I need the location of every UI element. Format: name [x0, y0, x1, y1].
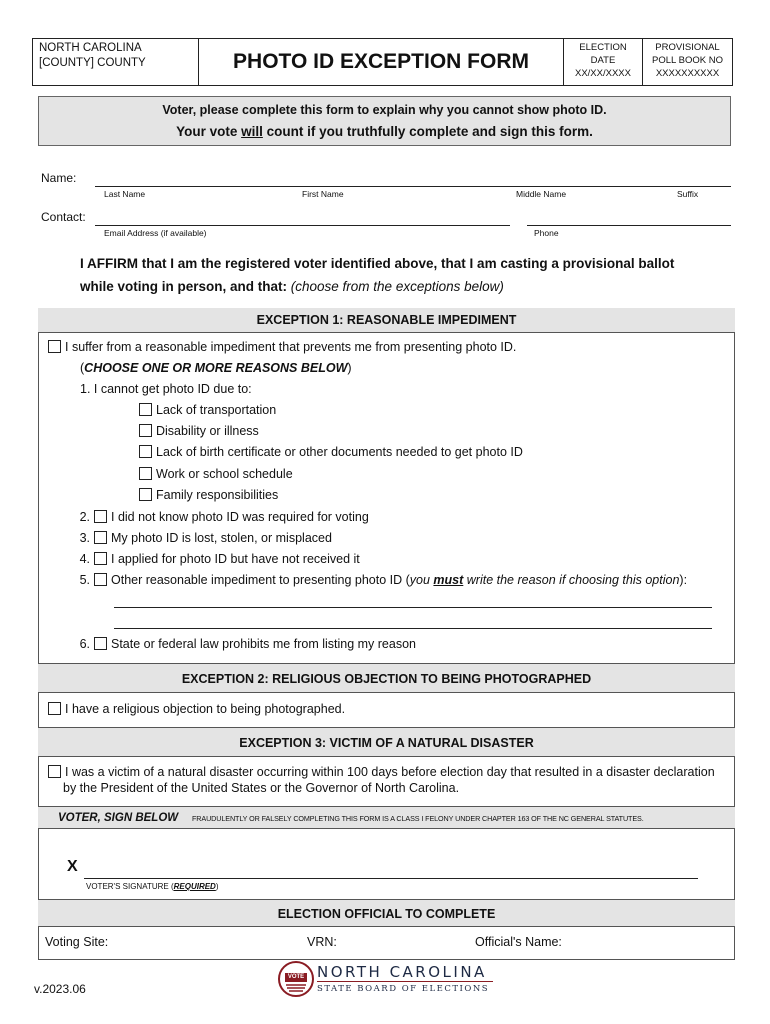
- affirm-line1: I AFFIRM that I am the registered voter identified above, that I am casting a provisional ballot: [80, 256, 675, 271]
- disability-checkbox[interactable]: [139, 424, 152, 437]
- form-version: v.2023.06: [34, 982, 86, 996]
- family-checkbox[interactable]: [139, 488, 152, 501]
- reason5-write-line-2[interactable]: [114, 628, 712, 629]
- form-title: PHOTO ID EXCEPTION FORM: [198, 38, 564, 86]
- reason5-checkbox[interactable]: [94, 573, 107, 586]
- birth-cert-text: Lack of birth certificate or other documents needed to get photo ID: [156, 445, 523, 459]
- reason5-write-line-1[interactable]: [114, 607, 712, 608]
- sub-reason-transport: [139, 403, 276, 417]
- reason3-number: 3.: [79, 531, 90, 545]
- transport-text: Lack of transportation: [156, 403, 277, 417]
- reason3-text: My photo ID is lost, stolen, or misplaced: [111, 531, 332, 545]
- phone-caption: Phone: [534, 228, 559, 238]
- reason6: [72, 637, 416, 651]
- reason2: [72, 510, 369, 524]
- reason6-checkbox[interactable]: [94, 637, 107, 650]
- first-name-caption: First Name: [302, 189, 344, 199]
- sig-caption-required: REQUIRED: [173, 882, 216, 891]
- official-name-label: Official's Name:: [475, 935, 562, 949]
- reason5-italic-post: write the reason if choosing this option: [463, 573, 680, 587]
- affirm-line2-text: while voting in person, and that:: [80, 279, 291, 294]
- sig-caption-post: ): [215, 882, 219, 891]
- poll-book-value: XXXXXXXXXX: [655, 68, 720, 79]
- exception3-checkbox[interactable]: [48, 765, 61, 778]
- contact-label: Contact:: [41, 210, 86, 224]
- notice-line1: Voter, please complete this form to explain why you cannot show photo ID.: [162, 103, 607, 117]
- reason6-text: State or federal law prohibits me from listing my reason: [111, 637, 416, 651]
- sub-reason-family: [139, 488, 278, 502]
- suffix-caption: Suffix: [677, 189, 699, 199]
- reason5: [72, 573, 687, 587]
- logo-state-name: NORTH CAROLINA: [317, 963, 487, 981]
- official-band: ELECTION OFFICIAL TO COMPLETE: [38, 899, 735, 927]
- sub-reason-schedule: [139, 467, 293, 481]
- reason4: [72, 552, 360, 566]
- exception3-header: EXCEPTION 3: VICTIM OF A NATURAL DISASTER: [38, 727, 735, 757]
- disability-text: Disability or illness: [156, 424, 259, 438]
- signature-band: [38, 806, 735, 829]
- reason2-number: 2.: [79, 510, 90, 524]
- email-caption: Email Address (if available): [104, 228, 207, 238]
- exception1-instruction: [80, 361, 352, 375]
- reason2-text: I did not know photo ID was required for voting: [111, 510, 369, 524]
- exception3-option: [48, 765, 715, 779]
- reason4-number: 4.: [79, 552, 90, 566]
- reason3-checkbox[interactable]: [94, 531, 107, 544]
- logo-vote-text: VOTE: [287, 974, 305, 980]
- name-field[interactable]: [95, 186, 731, 187]
- reason6-number: 6.: [79, 637, 90, 651]
- election-date-value: XX/XX/XXXX: [575, 68, 631, 79]
- sub-reason-disability: [139, 424, 259, 438]
- exception1-checkbox[interactable]: [48, 340, 61, 353]
- election-date-label2: DATE: [590, 55, 616, 66]
- reason4-checkbox[interactable]: [94, 552, 107, 565]
- state-name: NORTH CAROLINA: [39, 42, 142, 54]
- reason1-label: 1. I cannot get photo ID due to:: [80, 382, 252, 396]
- email-field[interactable]: [95, 225, 510, 226]
- exception3-line1: I was a victim of a natural disaster occurring within 100 days before election day that resulted in a disaster declaration: [65, 765, 715, 779]
- schedule-checkbox[interactable]: [139, 467, 152, 480]
- nc-board-logo: [277, 960, 497, 998]
- exception2-checkbox[interactable]: [48, 702, 61, 715]
- poll-book-label2: POLL BOOK NO: [652, 55, 723, 66]
- sig-caption-pre: VOTER'S SIGNATURE (: [86, 882, 174, 891]
- vrn-label: VRN:: [307, 935, 337, 949]
- name-label: Name:: [41, 171, 77, 185]
- election-date-box: [563, 38, 643, 86]
- logo-divider: [317, 981, 493, 982]
- reason3: [72, 531, 332, 545]
- voter-notice: [38, 96, 731, 146]
- affirmation: [80, 252, 720, 298]
- exception1-main-text: I suffer from a reasonable impediment that prevents me from presenting photo ID.: [65, 340, 517, 354]
- felony-warning: FRAUDULENTLY OR FALSELY COMPLETING THIS FORM IS A CLASS I FELONY UNDER CHAPTER 163 OF THE NC GENERAL STATUTES.: [192, 814, 644, 823]
- middle-name-caption: Middle Name: [516, 189, 567, 199]
- logo-board-name: STATE BOARD OF ELECTIONS: [317, 984, 490, 994]
- affirm-line2: [80, 275, 720, 298]
- exception1-main: [48, 340, 516, 354]
- signature-line[interactable]: [84, 878, 698, 879]
- family-text: Family responsibilities: [156, 488, 279, 502]
- reason5-end: ):: [679, 573, 688, 587]
- schedule-text: Work or school schedule: [156, 467, 293, 481]
- signature-caption: [86, 882, 219, 891]
- exception2-option: [48, 702, 345, 716]
- exception3-line2: by the President of the United States or the Governor of North Carolina.: [63, 781, 460, 795]
- choose-paren-open: (: [80, 361, 85, 375]
- phone-field[interactable]: [527, 225, 731, 226]
- poll-book-label1: PROVISIONAL: [655, 42, 720, 53]
- county-header: [32, 38, 199, 86]
- exception1-header: EXCEPTION 1: REASONABLE IMPEDIMENT: [38, 308, 735, 333]
- affirm-line2-italic: (choose from the exceptions below): [290, 279, 504, 294]
- choose-paren-close: ): [347, 361, 352, 375]
- choose-reasons: CHOOSE ONE OR MORE REASONS BELOW: [84, 361, 348, 375]
- reason5-italic-pre: you: [409, 573, 434, 587]
- sub-reason-birth-cert: [139, 445, 523, 459]
- county-name: [COUNTY] COUNTY: [39, 57, 146, 69]
- exception2-text: I have a religious objection to being photographed.: [65, 702, 346, 716]
- poll-book-box: [642, 38, 733, 86]
- election-date-label1: ELECTION: [579, 42, 627, 53]
- notice-line2: [39, 121, 730, 143]
- transport-checkbox[interactable]: [139, 403, 152, 416]
- reason4-text: I applied for photo ID but have not received it: [111, 552, 360, 566]
- reason5-must: must: [433, 573, 464, 587]
- reason2-checkbox[interactable]: [94, 510, 107, 523]
- exception2-header: EXCEPTION 2: RELIGIOUS OBJECTION TO BEING PHOTOGRAPHED: [38, 663, 735, 693]
- notice-line2-underline: will: [241, 124, 263, 139]
- reason5-text: Other reasonable impediment to presenting photo ID (: [111, 573, 410, 587]
- birth-cert-checkbox[interactable]: [139, 445, 152, 458]
- signature-x-mark: X: [67, 858, 78, 875]
- notice-line2-pre: Your vote: [176, 124, 242, 139]
- voting-site-label: Voting Site:: [45, 935, 109, 949]
- notice-line2-post: count if you truthfully complete and sign this form.: [262, 124, 593, 139]
- last-name-caption: Last Name: [104, 189, 146, 199]
- reason5-number: 5.: [79, 573, 90, 587]
- sign-below-label: VOTER, SIGN BELOW: [58, 812, 179, 824]
